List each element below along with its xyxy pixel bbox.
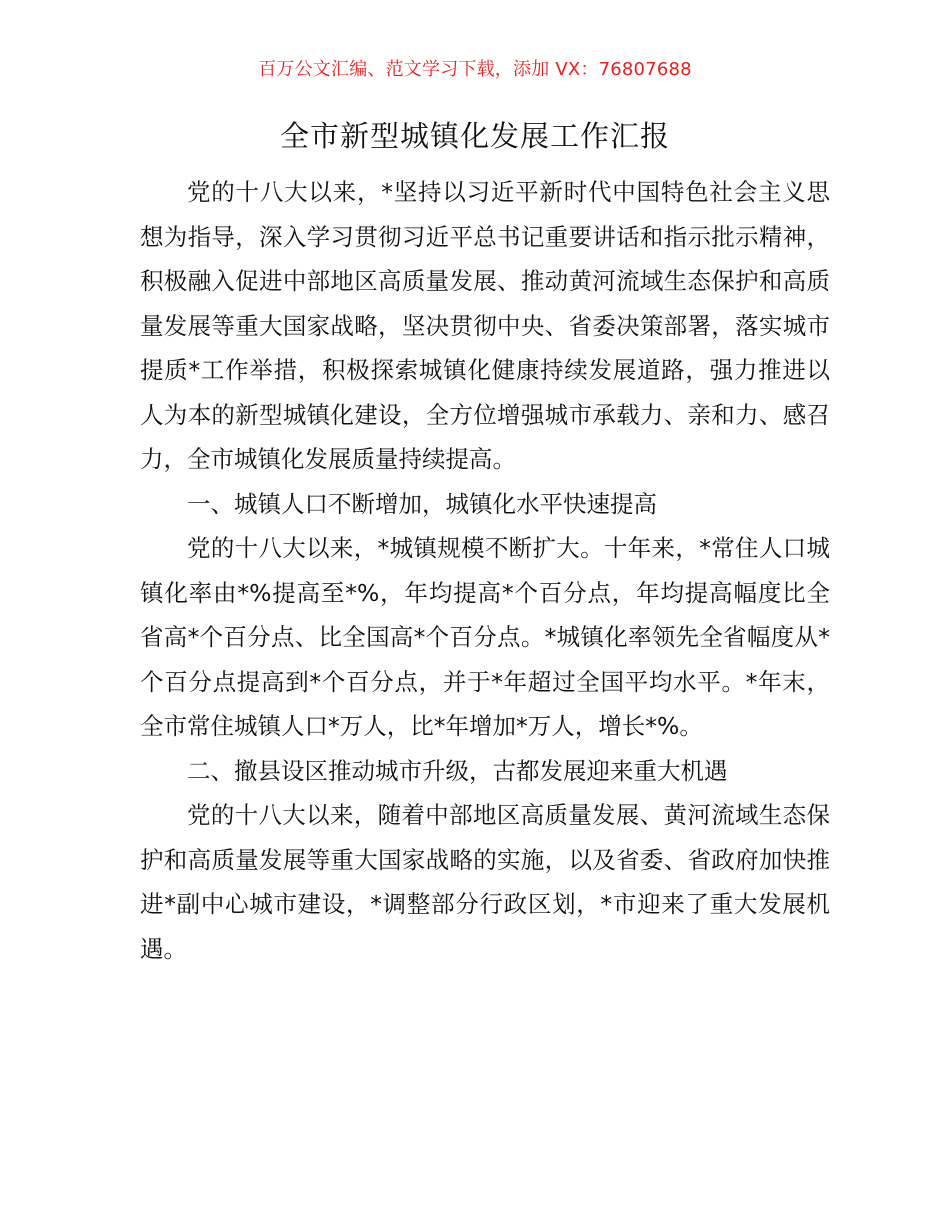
- section-heading-1: 一、城镇人口不断增加，城镇化水平快速提高: [187, 489, 657, 518]
- promo-banner: 百万公文汇编、范文学习下载，添加 VX：76807688: [258, 59, 692, 80]
- document-body: [140, 170, 830, 971]
- document-title: 全市新型城镇化发展工作汇报: [279, 119, 670, 153]
- intro-paragraph: 党的十八大以来，*坚持以习近平新时代中国特色社会主义思想为指导，深入学习贯彻习近平总书记重要讲话和指示批示精神，积极融入促进中部地区高质量发展、推动黄河流域生态保护和高质量发展等重大国家战略，坚决贯彻中央、省委决策部署，落实城市提质*工作举措，积极探索城镇化健康持续发展道路，强力推进以人为本的新型城镇化建设，全方位增强城市承载力、亲和力、感召力，全市城镇化发展质量持续提高。: [140, 178, 830, 473]
- section-heading-2: 二、撤县设区推动城市升级，古都发展迎来重大机遇: [187, 756, 728, 785]
- section-1-paragraph: 党的十八大以来，*城镇规模不断扩大。十年来，*常住人口城镇化率由*%提高至*%，年均提高*个百分点，年均提高幅度比全省高*个百分点、比全国高*个百分点。*城镇化率领先全省幅度从*个百分点提高到*个百分点，并于*年超过全国平均水平。*年末，全市常住城镇人口*万人，比*年增加*万人，增长*%。: [140, 534, 830, 740]
- section-2-paragraph: 党的十八大以来，随着中部地区高质量发展、黄河流域生态保护和高质量发展等重大国家战略的实施，以及省委、省政府加快推进*副中心城市建设，*调整部分行政区划，*市迎来了重大发展机遇。: [140, 801, 830, 963]
